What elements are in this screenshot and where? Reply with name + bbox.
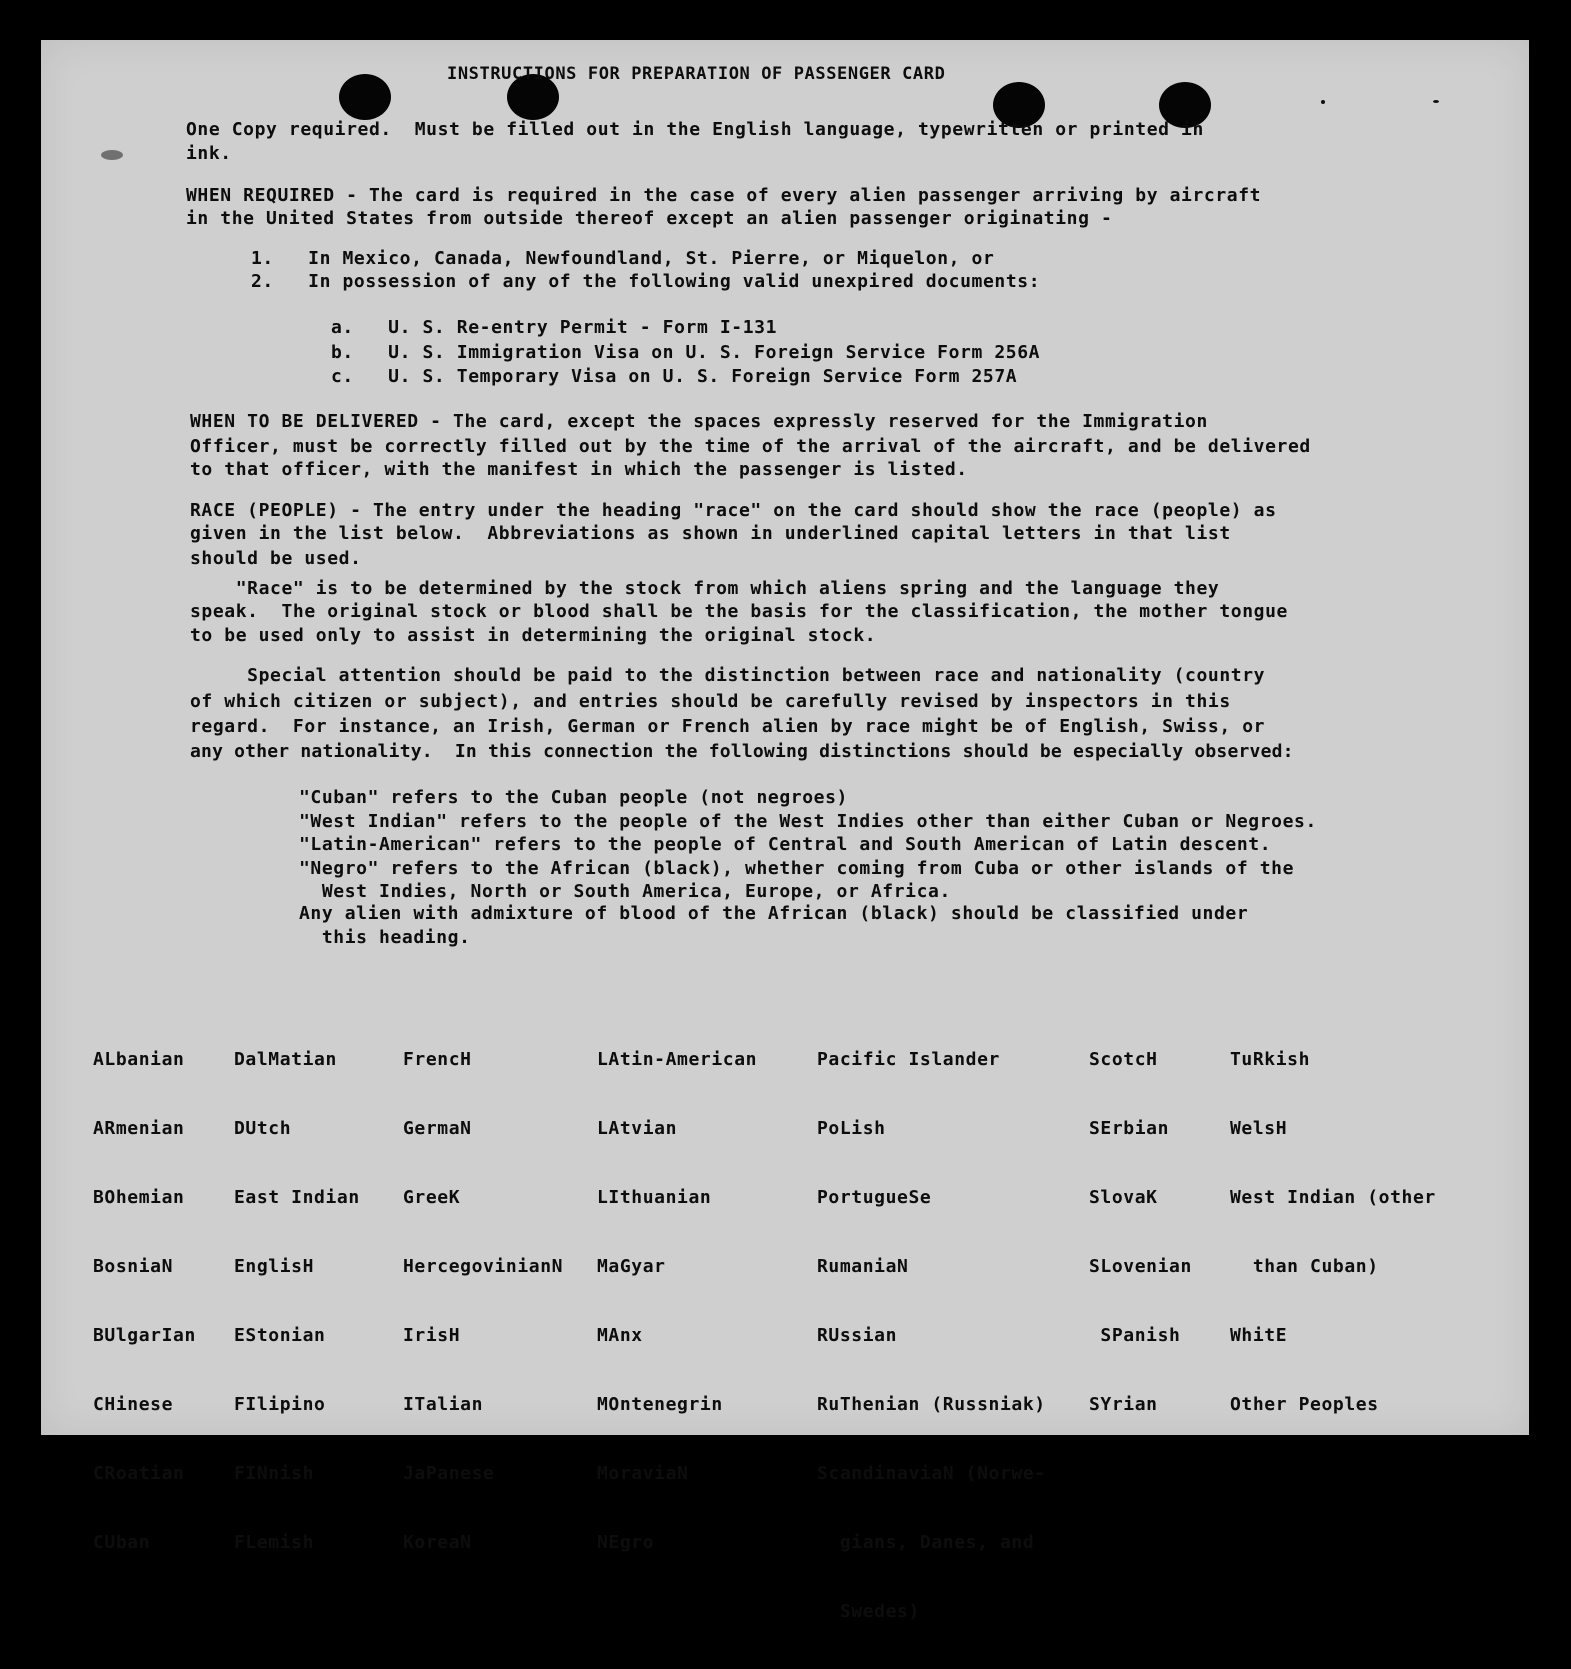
race-entry: BosniaN <box>93 1256 174 1277</box>
when-required-text: in the United States from outside thereof except an alien passenger originating - <box>186 208 1113 229</box>
race-entry: Swedes) <box>817 1601 920 1622</box>
distinction-line: "Latin-American" refers to the people of Central and South American of Latin descent. <box>299 834 1272 855</box>
race-list-column <box>1230 1002 1436 1462</box>
race-entry: LAtin-American <box>597 1049 758 1070</box>
race-entry: MoraviaN <box>597 1463 689 1484</box>
document-item: a. U. S. Re-entry Permit - Form I-131 <box>331 317 778 338</box>
when-delivered-text: Officer, must be correctly filled out by the time of the arrival of the aircraft, and be delivered <box>190 436 1311 457</box>
race-entry: MaGyar <box>597 1256 666 1277</box>
race-entry: MAnx <box>597 1325 643 1346</box>
race-entry: CHinese <box>93 1394 174 1415</box>
when-required-heading: WHEN REQUIRED - The card is required in the case of every alien passenger arriving by aircraft <box>186 185 1262 206</box>
race-entry: ITalian <box>403 1394 484 1415</box>
race-entry: ScandinaviaN (Norwe- <box>817 1463 1046 1484</box>
page-title: INSTRUCTIONS FOR PREPARATION OF PASSENGER CARD <box>447 64 946 84</box>
distinction-line: "Negro" refers to the African (black), whether coming from Cuba or other islands of the <box>299 858 1295 879</box>
race-entry: NEgro <box>597 1532 655 1553</box>
race-list-column <box>403 1002 563 1600</box>
race-entry: FLemish <box>234 1532 315 1553</box>
race-entry: Other Peoples <box>1230 1394 1379 1415</box>
race-entry: BUlgarIan <box>93 1325 196 1346</box>
race-entry: EStonian <box>234 1325 326 1346</box>
race-heading: RACE (PEOPLE) - The entry under the heading "race" on the card should show the race (people) as <box>190 500 1277 521</box>
race-paragraph: "Race" is to be determined by the stock from which aliens spring and the language they <box>190 578 1220 599</box>
race-entry: LAtvian <box>597 1118 678 1139</box>
race-text: should be used. <box>190 548 362 569</box>
punch-hole <box>339 74 391 120</box>
race-entry: TuRkish <box>1230 1049 1311 1070</box>
race-entry: SErbian <box>1089 1118 1170 1139</box>
race-entry: ScotcH <box>1089 1049 1158 1070</box>
race-entry: LIthuanian <box>597 1187 712 1208</box>
race-entry: SLovenian <box>1089 1256 1192 1277</box>
race-entry: SYrian <box>1089 1394 1158 1415</box>
race-entry: DalMatian <box>234 1049 337 1070</box>
distinction-line: West Indies, North or South America, Europe, or Africa. <box>299 881 951 902</box>
when-delivered-text: to that officer, with the manifest in which the passenger is listed. <box>190 459 968 480</box>
race-entry: DUtch <box>234 1118 292 1139</box>
race-paragraph: of which citizen or subject), and entries should be carefully revised by inspectors in this <box>190 691 1231 712</box>
race-entry: gians, Danes, and <box>817 1532 1035 1553</box>
race-entry: FrencH <box>403 1049 472 1070</box>
distinction-line: this heading. <box>299 927 471 948</box>
race-paragraph: Special attention should be paid to the distinction between race and nationality (country <box>190 665 1266 686</box>
race-paragraph: regard. For instance, an Irish, German or French alien by race might be of English, Swiss, or <box>190 716 1266 737</box>
race-entry: ARmenian <box>93 1118 185 1139</box>
race-entry: than Cuban) <box>1230 1256 1379 1277</box>
race-entry: BOhemian <box>93 1187 185 1208</box>
race-entry: HercegovinianN <box>403 1256 564 1277</box>
when-delivered-heading: WHEN TO BE DELIVERED - The card, except the spaces expressly reserved for the Immigration <box>190 411 1208 432</box>
race-entry: CUban <box>93 1532 151 1553</box>
race-entry: Pacific Islander <box>817 1049 1000 1070</box>
race-entry: MOntenegrin <box>597 1394 723 1415</box>
distinction-line: "Cuban" refers to the Cuban people (not negroes) <box>299 787 848 808</box>
race-entry: EnglisH <box>234 1256 315 1277</box>
race-paragraph: speak. The original stock or blood shall be the basis for the classification, the mother tongue <box>190 601 1288 622</box>
document-page <box>41 40 1529 1622</box>
race-entry: SPanish <box>1089 1325 1181 1346</box>
race-list-column <box>1089 1002 1192 1462</box>
race-entry: PortugueSe <box>817 1187 932 1208</box>
race-entry: KoreaN <box>403 1532 472 1553</box>
race-entry: ALbanian <box>93 1049 185 1070</box>
race-entry: East Indian <box>234 1187 360 1208</box>
race-entry: JaPanese <box>403 1463 495 1484</box>
intro-line: ink. <box>186 143 232 164</box>
race-entry: GermaN <box>403 1118 472 1139</box>
race-text: given in the list below. Abbreviations as shown in underlined capital letters in that list <box>190 523 1231 544</box>
race-entry: WhitE <box>1230 1325 1288 1346</box>
race-entry: IrisH <box>403 1325 461 1346</box>
distinction-line: Any alien with admixture of blood of the African (black) should be classified under <box>299 903 1249 924</box>
distinction-line: "West Indian" refers to the people of the West Indies other than either Cuban or Negroes. <box>299 811 1317 832</box>
document-item: c. U. S. Temporary Visa on U. S. Foreign Service Form 257A <box>331 366 1018 387</box>
race-entry: West Indian (other <box>1230 1187 1436 1208</box>
document-item: b. U. S. Immigration Visa on U. S. Foreign Service Form 256A <box>331 342 1041 363</box>
race-entry: CRoatian <box>93 1463 185 1484</box>
intro-line: One Copy required. Must be filled out in the English language, typewritten or printed in <box>186 119 1204 140</box>
race-entry: GreeK <box>403 1187 461 1208</box>
race-paragraph: to be used only to assist in determining the original stock. <box>190 625 877 646</box>
race-list-column <box>817 1002 1046 1669</box>
race-entry: WelsH <box>1230 1118 1288 1139</box>
list-item: 1. In Mexico, Canada, Newfoundland, St. Pierre, or Miquelon, or <box>251 248 995 269</box>
race-entry: FIlipino <box>234 1394 326 1415</box>
race-list-column <box>234 1002 360 1600</box>
race-paragraph: any other nationality. In this connection the following distinctions should be especially observed: <box>190 741 1294 762</box>
race-entry: SlovaK <box>1089 1187 1158 1208</box>
list-item: 2. In possession of any of the following valid unexpired documents: <box>251 271 1041 292</box>
race-entry: PoLish <box>817 1118 886 1139</box>
race-entry: RuThenian (Russniak) <box>817 1394 1046 1415</box>
race-list-column <box>93 1002 196 1600</box>
race-list-column <box>597 1002 757 1600</box>
race-entry: RumaniaN <box>817 1256 909 1277</box>
race-entry: FINnish <box>234 1463 315 1484</box>
race-entry: RUssian <box>817 1325 898 1346</box>
